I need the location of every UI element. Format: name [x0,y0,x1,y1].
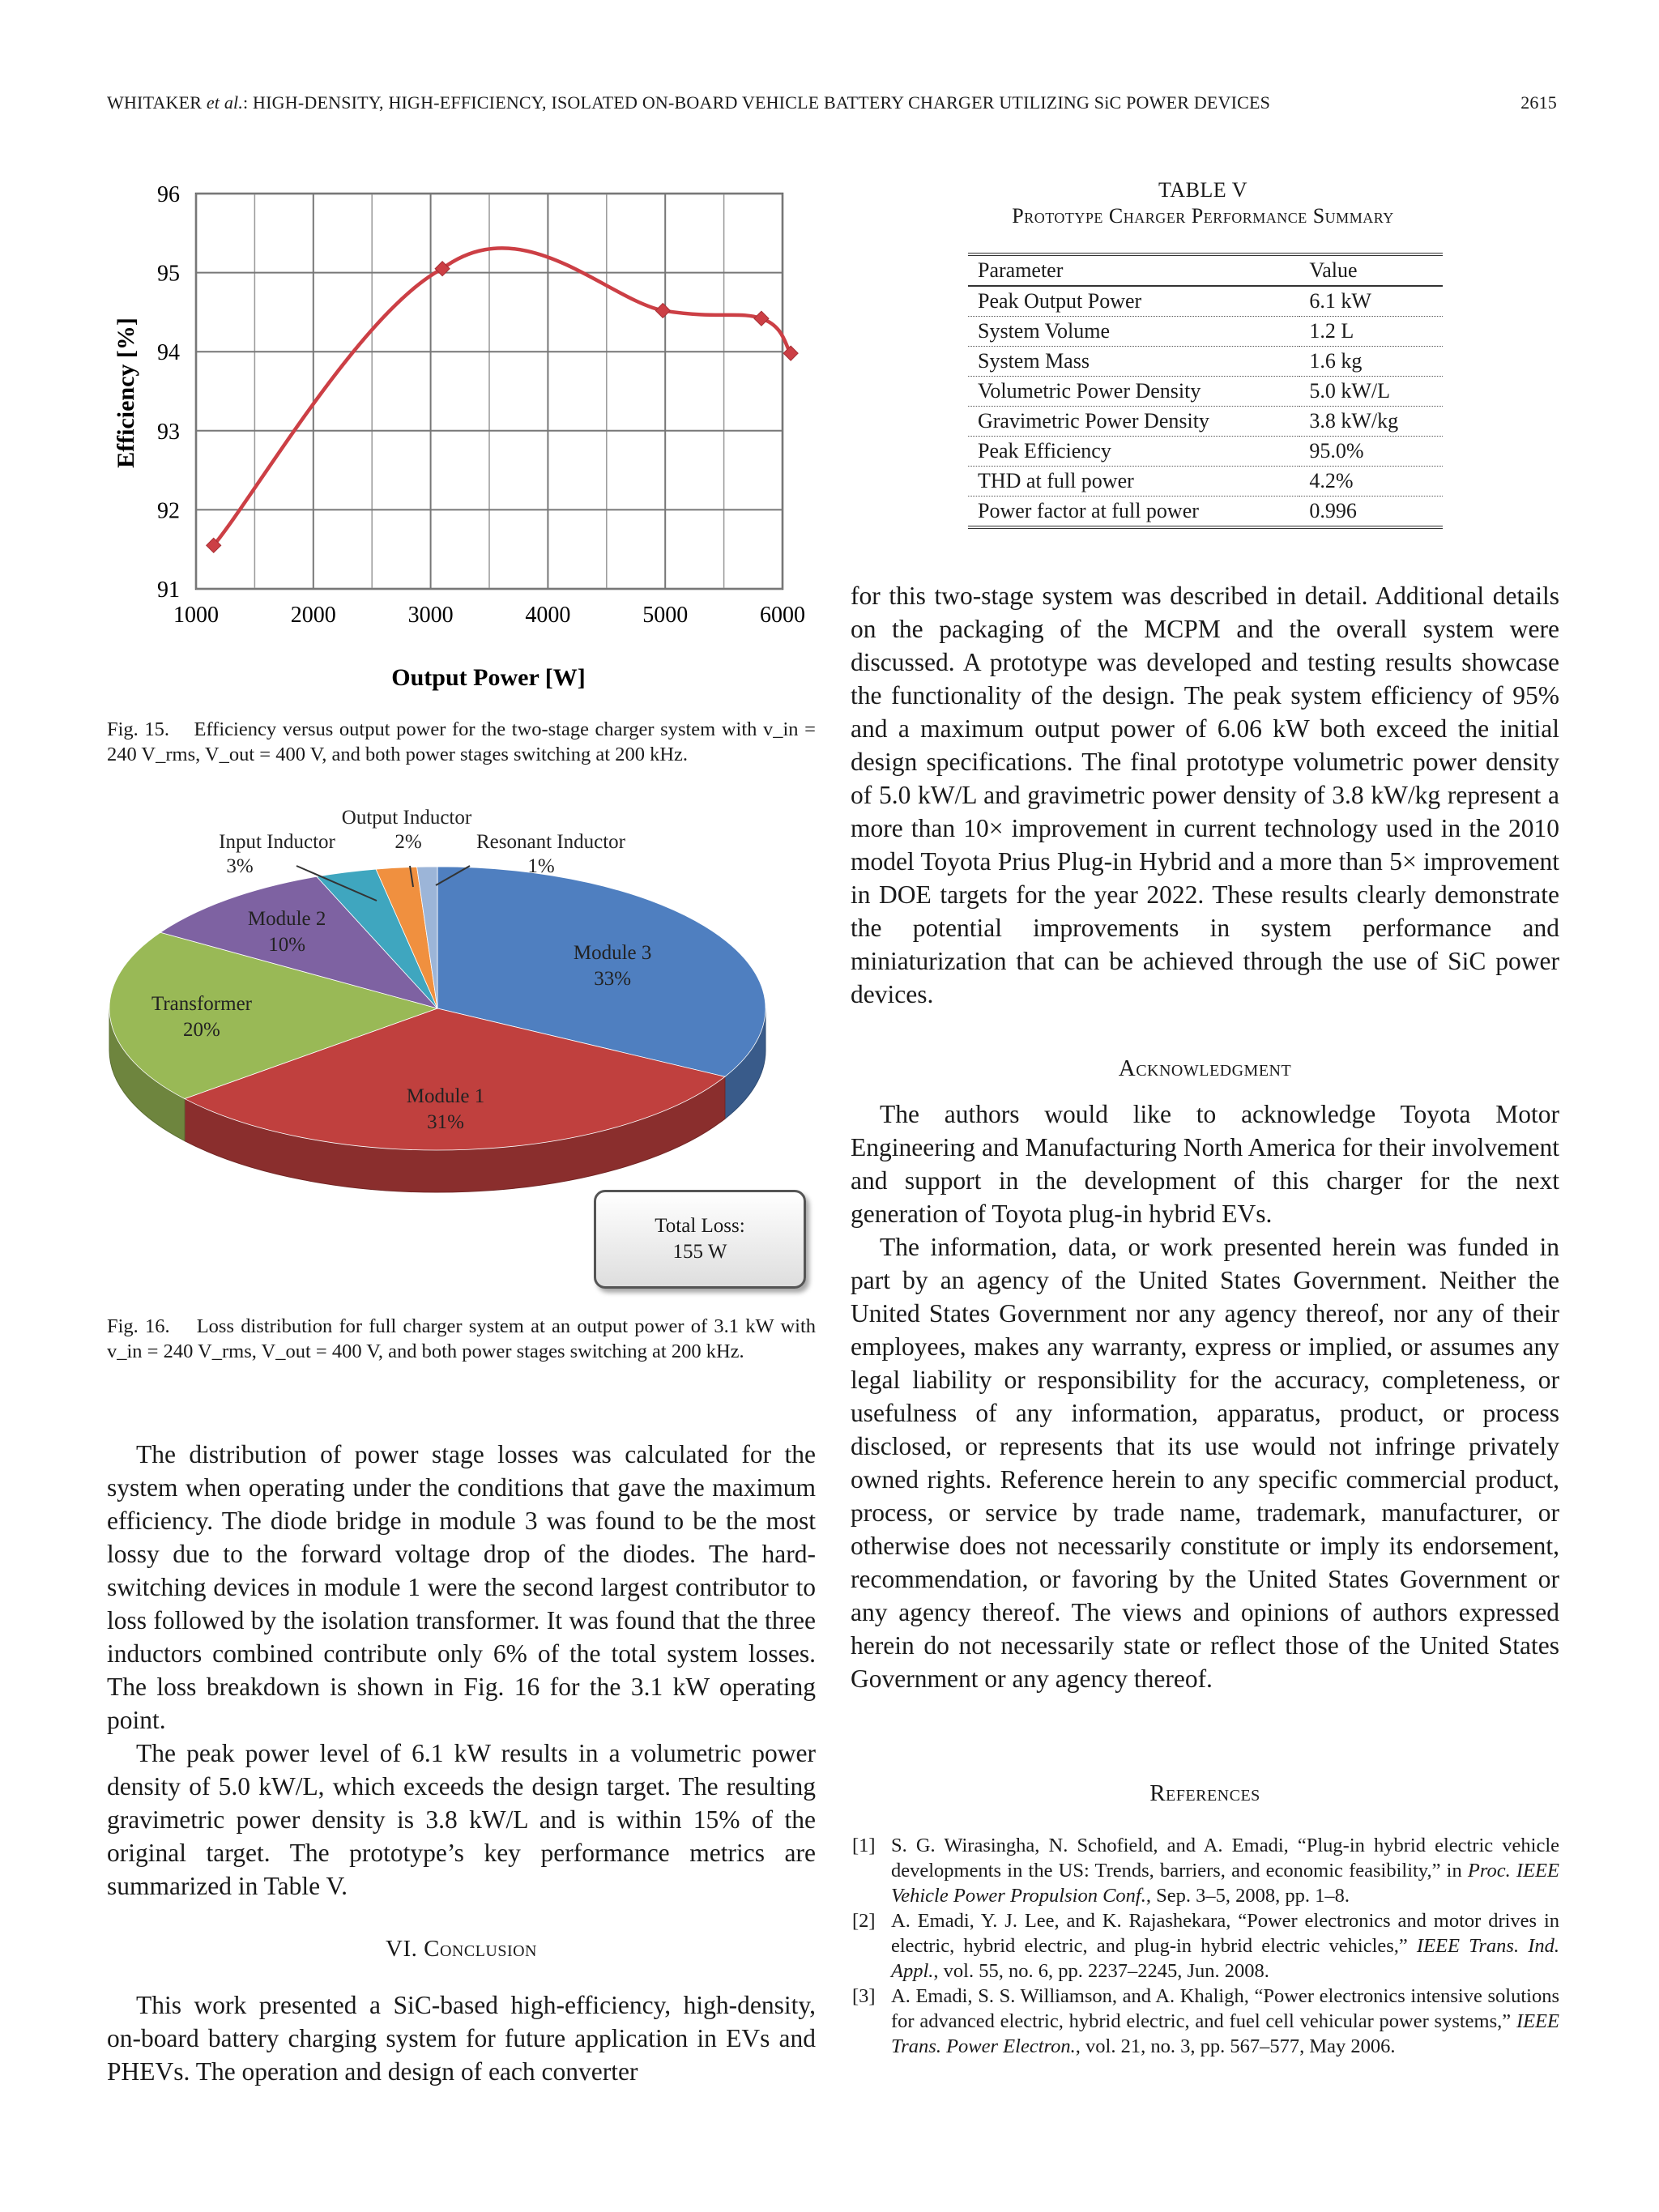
chart-grid [196,194,783,589]
y-tick-label: 93 [157,419,180,445]
table-cell-value: 6.1 kW [1299,286,1443,317]
table-cell-value: 4.2% [1299,467,1443,497]
table-row [968,347,1443,377]
x-tick-label: 5000 [642,603,689,628]
y-tick-label: 95 [157,261,180,287]
table-row [968,317,1443,347]
table-row [968,467,1443,497]
x-tick-label: 3000 [407,603,454,628]
fig15-label: Fig. 15. [107,718,170,740]
table-cell-parameter: System Volume [968,317,1299,347]
acknowledgment-text [851,1097,1559,1695]
pie-label-name: Module 1 [406,1085,485,1107]
left-body-text [107,1438,816,1903]
pie-label-pct: 2% [394,831,422,853]
table-cell-value: 3.8 kW/kg [1299,407,1443,437]
fig15-caption [107,717,816,767]
reference-item: [1] S. G. Wirasingha, N. Schofield, and A. Emadi, “Plug-in hybrid electric vehicle developments in the US: Trends, barriers, and economic feasibility,” in Proc. IEEE Vehicle Power Propulsion Conf., Sep. 3–5, 2008, pp. 1–8. [852,1835,1559,1907]
table-cell-value: 1.6 kg [1299,347,1443,377]
table-cell-parameter: Peak Efficiency [968,437,1299,467]
table-cell-value: 5.0 kW/L [1299,377,1443,407]
table-cell-parameter: Peak Output Power [968,286,1299,317]
conclusion-paragraph-start: This work presented a SiC-based high-efficiency, high-density, on-board battery charging system for future application in EVs and PHEVs. The operation and design of each converter [107,1991,816,2086]
pie-label-pct: 3% [226,855,254,877]
paragraph-power-density: The peak power level of 6.1 kW results in a volumetric power density of 5.0 kW/L, which exceeds the design target. The resulting gravimetric power density is 3.8 kW/L and is within 15% of the original target. The prototype’s key performance metrics are summarized in Table V. [107,1739,816,1900]
acknowledgment-heading: Acknowledgment [1118,1055,1292,1081]
fig16-label: Fig. 16. [107,1315,170,1337]
pie-label-name: Transformer [151,992,253,1015]
table-title: Prototype Charger Performance Summary [1012,204,1394,228]
y-tick-label: 94 [157,340,180,366]
table-row [968,497,1443,528]
performance-summary-table [968,253,1443,529]
x-tick-label: 2000 [290,603,336,628]
x-tick-label: 1000 [173,603,219,628]
page-number: 2615 [1520,92,1557,113]
fig16-text: Loss distribution for full charger system at an output power of 3.1 kW with v_in = 240 V_rms, V_out = 400 V, and both power stages switching at 200 kHz. [107,1315,816,1362]
table-row [968,286,1443,317]
fig15-text: Efficiency versus output power for the two-stage charger system with v_in = 240 V_rms, V_out = 400 V, and both power stages switching at 200 kHz. [107,718,816,765]
pie-label-pct: 33% [594,967,632,990]
running-header [107,92,1557,113]
conclusion-heading: VI. Conclusion [386,1936,537,1962]
table-header-parameter: Parameter [968,254,1299,286]
table-row [968,407,1443,437]
pie-label-name: Module 3 [573,941,652,964]
y-tick-label: 91 [157,578,180,603]
table-cell-parameter: THD at full power [968,467,1299,497]
x-axis-label: Output Power [W] [391,664,586,691]
table-cell-value: 1.2 L [1299,317,1443,347]
references-list [852,1833,1559,2059]
fig16-caption [107,1314,816,1364]
table-heading [968,177,1438,229]
table-cell-value: 0.996 [1299,497,1443,528]
x-tick-label: 4000 [525,603,571,628]
table-row [968,377,1443,407]
pie-label-pct: 10% [268,933,306,956]
table-cell-parameter: Volumetric Power Density [968,377,1299,407]
references-heading: References [1149,1780,1260,1806]
y-axis-label: Efficiency [%] [113,318,139,468]
table-header-value: Value [1299,254,1443,286]
total-loss-line1: Total Loss: [655,1215,745,1237]
conclusion-paragraph-continued: for this two-stage system was described in detail. Additional details on the packaging of the MCPM and the overall system were discussed. A prototype was developed and testing results showcase the functionality of the design. The peak system efficiency of 95% and a maximum output power of 6.06 kW both exceed the initial design specifications. The final prototype volumetric power density of 5.0 kW/L and gravimetric power density of 3.8 kW/kg represent a more than 10× improvement in current technology used in the 2010 model Toyota Prius Plug-in Hybrid and a more than 5× improvement in DOE targets for the year 2022. These results clearly demonstrate the potential improvements in system performance and miniaturization that can be achieved through the use of SiC power devices. [851,582,1559,1008]
efficiency-line-chart [97,174,826,701]
acknowledgment-paragraph-2: The information, data, or work presented herein was funded in part by an agency of the United States Government. Neither the United States Government nor any agency thereof, nor any of their employees, makes any warranty, express or implied, or assumes any legal liability or responsibility for the accuracy, completeness, or usefulness of any information, apparatus, product, or process disclosed, or represents that its use would not infringe privately owned rights. Reference herein to any specific commercial product, process, or service by trade name, trademark, manufacturer, or otherwise does not necessarily constitute or imply its endorsement, recommendation, or favoring by the United States Government or any agency thereof. The views and opinions of authors expressed herein do not necessarily state or reflect those of the United States Government or any agency thereof. [851,1233,1559,1693]
x-tick-label: 6000 [760,603,805,628]
table-row [968,437,1443,467]
y-tick-label: 96 [157,182,180,207]
pie-label-name: Output Inductor [341,807,472,829]
pie-label-pct: 1% [527,855,555,877]
reference-item: [3] A. Emadi, S. S. Williamson, and A. Khaligh, “Power electronics intensive solutions for advanced electric, hybrid electric, and fuel cell vehicular power systems,” IEEE Trans. Power Electron., vol. 21, no. 3, pp. 567–577, May 2006. [852,1985,1559,2057]
running-title-post: : HIGH-DENSITY, HIGH-EFFICIENCY, ISOLATED ON-BOARD VEHICLE BATTERY CHARGER UTILIZING SiC POWER DEVICES [243,92,1271,113]
total-loss-box [594,1190,806,1289]
paragraph-loss-distribution: The distribution of power stage losses was calculated for the system when operating under the conditions that gave the maximum efficiency. The diode bridge in module 3 was found to be the most lossy due to the forward voltage drop of the diodes. The hard-switching devices in module 1 were the second largest contributor to loss followed by the isolation transformer. It was found that the three inductors combined contribute only 6% of the total system losses. The loss breakdown is shown in Fig. 16 for the 3.1 kW operating point. [107,1440,816,1734]
acknowledgment-paragraph-1: The authors would like to acknowledge Toyota Motor Engineering and Manufacturing North America for their involvement and support in the development of this charger for the next generation of Toyota plug-in hybrid EVs. [851,1100,1559,1228]
table-header-row [968,254,1443,286]
pie-label-name: Resonant Inductor [476,831,625,853]
table-body [968,286,1443,527]
table-label: TABLE V [1158,178,1247,202]
running-title-pre: WHITAKER [107,92,207,113]
total-loss-line2: 155 W [672,1241,727,1263]
table-cell-parameter: System Mass [968,347,1299,377]
y-tick-label: 92 [157,498,180,524]
running-title-etal: et al. [206,92,244,113]
table-cell-parameter: Power factor at full power [968,497,1299,528]
pie-label-name: Input Inductor [219,831,335,853]
reference-item: [2] A. Emadi, Y. J. Lee, and K. Rajashekara, “Power electronics and motor drives in electric, hybrid electric, and plug-in hybrid electric vehicles,” IEEE Trans. Ind. Appl., vol. 55, no. 6, pp. 2237–2245, Jun. 2008. [852,1910,1560,1982]
table-cell-value: 95.0% [1299,437,1443,467]
conclusion-text-right [851,579,1559,1011]
table-cell-parameter: Gravimetric Power Density [968,407,1299,437]
pie-label-name: Module 2 [247,907,326,930]
data-point-marker [783,346,798,360]
pie-label-pct: 20% [183,1018,220,1041]
conclusion-text-left [107,1988,816,2088]
pie-label-pct: 31% [427,1111,464,1133]
